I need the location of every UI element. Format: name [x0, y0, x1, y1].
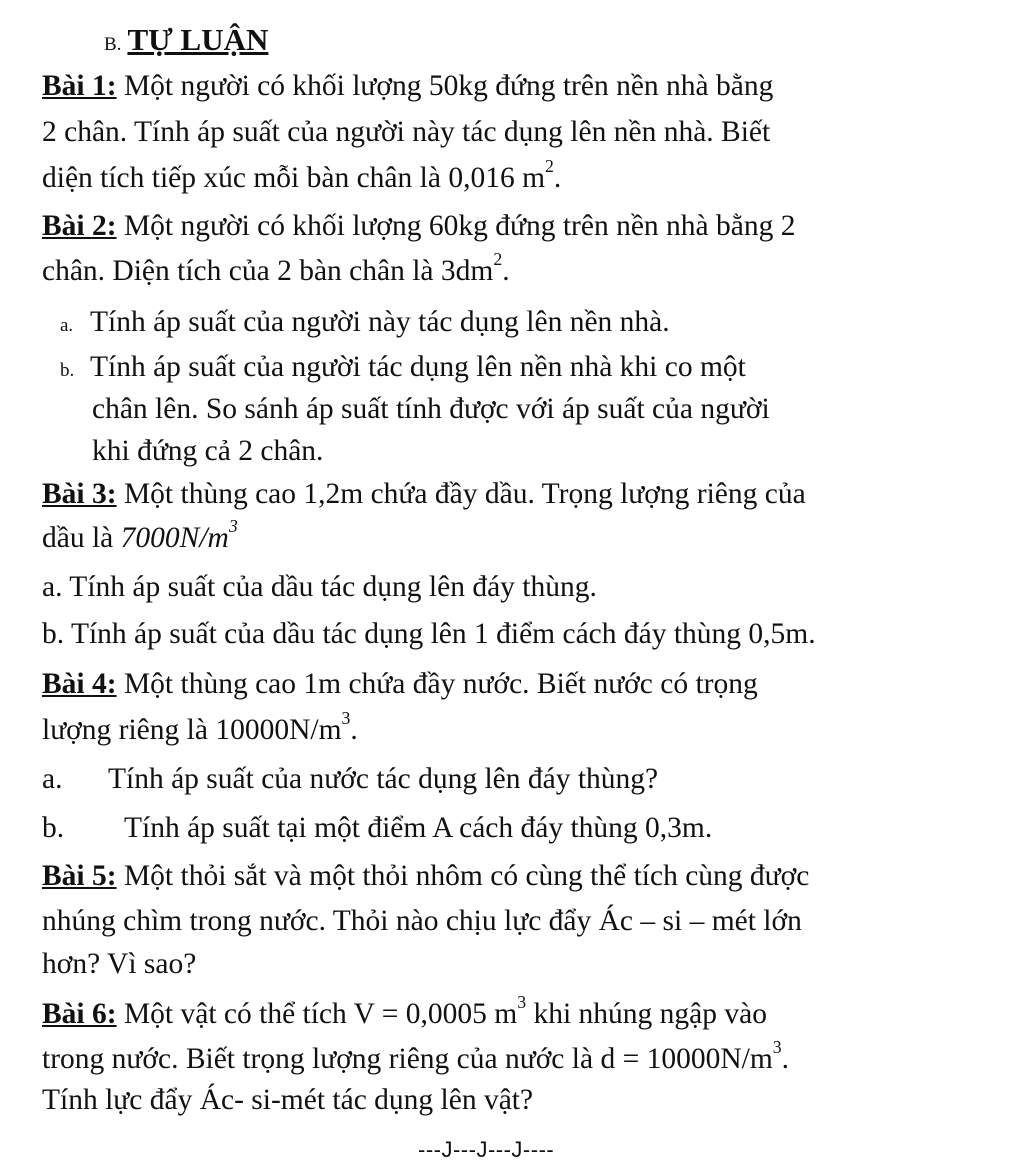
section-heading	[104, 22, 268, 63]
problem-1-line-2: 2 chân. Tính áp suất của người này tác dụng lên nền nhà. Biết	[42, 116, 771, 148]
problem-3-label: Bài 3:	[42, 478, 117, 510]
section-letter: B.	[104, 34, 122, 55]
problem-2-part-a: a. Tính áp suất của người này tác dụng lên nền nhà.	[60, 304, 670, 344]
problem-1-label: Bài 1:	[42, 70, 117, 102]
problem-5-line-1: Bài 5: Một thỏi sắt và một thỏi nhôm có cùng thể tích cùng được	[42, 860, 810, 892]
problem-5-label: Bài 5:	[42, 860, 117, 892]
problem-4-label: Bài 4:	[42, 668, 117, 700]
problem-4-line-1: Bài 4: Một thùng cao 1m chứa đầy nước. Biết nước có trọng	[42, 668, 758, 700]
problem-6-line-3: Tính lực đẩy Ác- si-mét tác dụng lên vật?	[42, 1084, 534, 1116]
problem-2-part-b-line-3: khi đứng cả 2 chân.	[92, 435, 324, 467]
problem-6-line-2: trong nước. Biết trọng lượng riêng của nước là $d = 10000N/m^3$.	[42, 1036, 789, 1075]
problem-2-part-b-line-1: b. Tính áp suất của người tác dụng lên nền nhà khi co một	[60, 349, 746, 389]
problem-3-line-2: dầu là $7000N/m^3$	[42, 515, 238, 554]
problem-2-label: Bài 2:	[42, 210, 117, 242]
problem-2-part-b-marker: b.	[60, 360, 75, 381]
problem-6-line-1: Bài 6: Một vật có thể tích V = 0,0005 $m^3$ khi nhúng ngập vào	[42, 991, 767, 1030]
problem-4-part-a: a. Tính áp suất của nước tác dụng lên đáy thùng?	[42, 763, 659, 795]
problem-5-line-2: nhúng chìm trong nước. Thỏi nào chịu lực đẩy Ác – si – mét lớn	[42, 905, 802, 937]
footer-separator: ---J---J---J----	[418, 1137, 555, 1162]
problem-3-line-1: Bài 3: Một thùng cao 1,2m chứa đầy dầu. Trọng lượng riêng của	[42, 478, 806, 510]
problem-3-part-b: b. Tính áp suất của dầu tác dụng lên 1 điểm cách đáy thùng 0,5m.	[42, 618, 816, 650]
section-title: TỰ LUẬN	[127, 22, 269, 57]
problem-4-part-b-marker: b.	[42, 812, 65, 844]
problem-2-line-2: chân. Diện tích của 2 bàn chân là $3dm^2$.	[42, 248, 510, 287]
problem-2-part-b-line-2: chân lên. So sánh áp suất tính được với áp suất của người	[92, 393, 770, 425]
problem-1-line-3: diện tích tiếp xúc mỗi bàn chân là 0,016 $m^2$.	[42, 155, 562, 194]
problem-5-line-3: hơn? Vì sao?	[42, 948, 197, 980]
problem-4-line-2: lượng riêng là $10000N/m^3$.	[42, 707, 358, 746]
problem-1-line-1: Bài 1: Một người có khối lượng 50kg đứng trên nền nhà bằng	[42, 70, 774, 102]
problem-2-part-a-marker: a.	[60, 315, 74, 336]
problem-6-label: Bài 6:	[42, 998, 117, 1030]
problem-3-part-a: a. Tính áp suất của dầu tác dụng lên đáy thùng.	[42, 571, 597, 603]
problem-4-part-b: b. Tính áp suất tại một điểm A cách đáy thùng 0,3m.	[42, 812, 713, 844]
problem-2-line-1: Bài 2: Một người có khối lượng 60kg đứng trên nền nhà bằng 2	[42, 210, 796, 242]
problem-4-part-a-marker: a.	[42, 763, 63, 795]
